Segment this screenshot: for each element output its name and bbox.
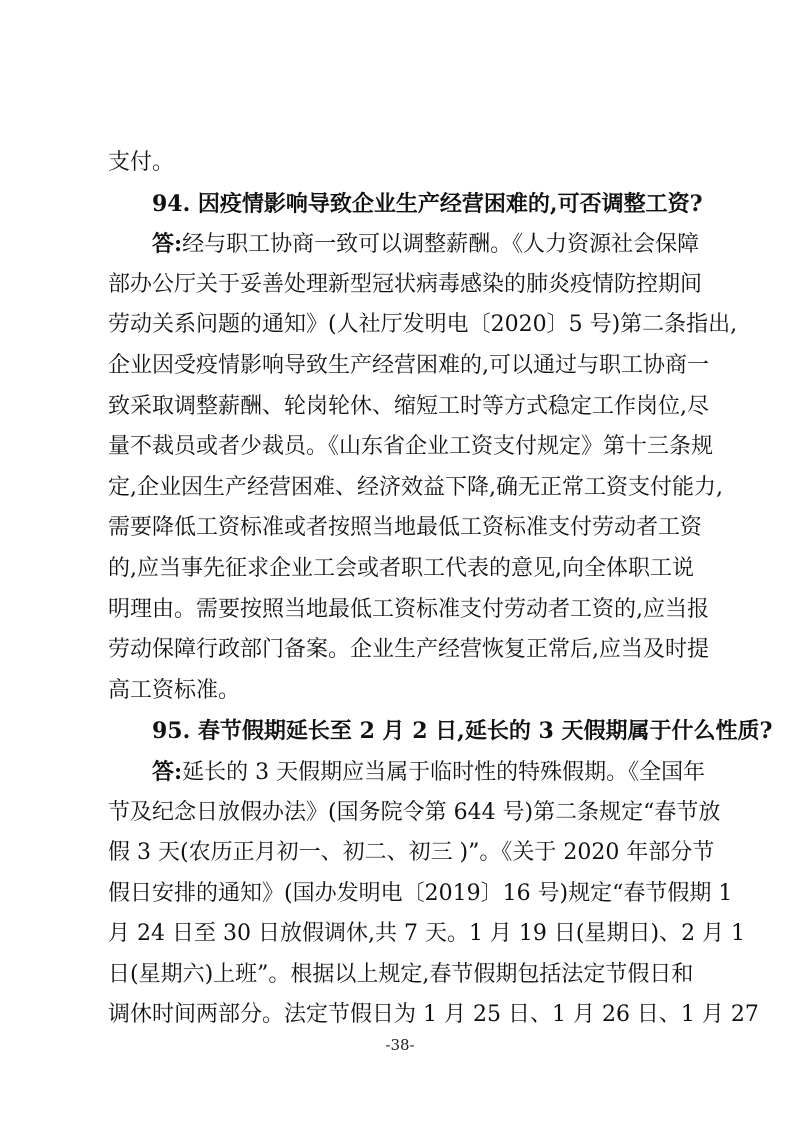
paragraph-line: 经与职工协商一致可以调整薪酬。《人力资源社会保障: [182, 232, 700, 258]
answer-95-first-line: [108, 752, 708, 793]
question-95: 95. 春节假期延长至 2 月 2 日,延长的 3 天假期属于什么性质?: [152, 718, 773, 745]
paragraph-line: 节及纪念日放假办法》(国务院令第 644 号)第二条规定“春节放: [108, 799, 721, 825]
paragraph-line: 支付。: [108, 150, 175, 175]
paragraph-line: 日(星期六)上班”。根据以上规定,春节假期包括法定节假日和: [108, 961, 694, 987]
paragraph-line: 假日安排的通知》(国办发明电〔2019〕16 号)规定“春节假期 1: [108, 880, 733, 906]
paragraph-line: 的,应当事先征求企业工会或者职工代表的意见,向全体职工说: [108, 555, 694, 581]
paragraph-line: 调休时间两部分。法定节假日为 1 月 25 日、1 月 26 日、1 月 27: [108, 1002, 759, 1028]
paragraph-line: 量不裁员或者少裁员。《山东省企业工资支付规定》第十三条规: [108, 434, 714, 460]
paragraph-line: 延长的 3 天假期应当属于临时性的特殊假期。《全国年: [182, 759, 706, 785]
answer-94-first-line: [108, 224, 708, 265]
page-number: -38-: [385, 1036, 415, 1054]
paragraph-line: 高工资标准。: [108, 677, 241, 703]
paragraph-line: 定,企业因生产经营困难、经济效益下降,确无正常工资支付能力,: [108, 474, 723, 500]
body-text: [108, 143, 773, 1036]
answer-label: 答:: [152, 231, 183, 258]
paragraph-line: 劳动保障行政部门备案。企业生产经营恢复正常后,应当及时提: [108, 637, 709, 663]
paragraph-line: 月 24 日至 30 日放假调休,共 7 天。1 月 19 日(星期日)、2 月 1: [108, 921, 746, 947]
paragraph-line: 需要降低工资标准或者按照当地最低工资标准支付劳动者工资: [108, 515, 703, 541]
paragraph-line: 部办公厅关于妥善处理新型冠状病毒感染的肺炎疫情防控期间: [108, 271, 703, 297]
paragraph-line: 劳动关系问题的通知》(人社厅发明电〔2020〕5 号)第二条指出,: [108, 312, 738, 338]
paragraph-line: 假 3 天(农历正月初一、初二、初三 )”。《关于 2020 年部分节: [108, 840, 715, 866]
paragraph-line: 致采取调整薪酬、轮岗轮休、缩短工时等方式稳定工作岗位,尽: [108, 393, 709, 419]
paragraph-line: 企业因受疫情影响导致生产经营困难的,可以通过与职工协商一: [108, 352, 709, 378]
paragraph-line: 明理由。需要按照当地最低工资标准支付劳动者工资的,应当报: [108, 596, 709, 622]
question-94: 94. 因疫情影响导致企业生产经营困难的,可否调整工资?: [152, 190, 703, 217]
answer-label: 答:: [152, 758, 183, 785]
